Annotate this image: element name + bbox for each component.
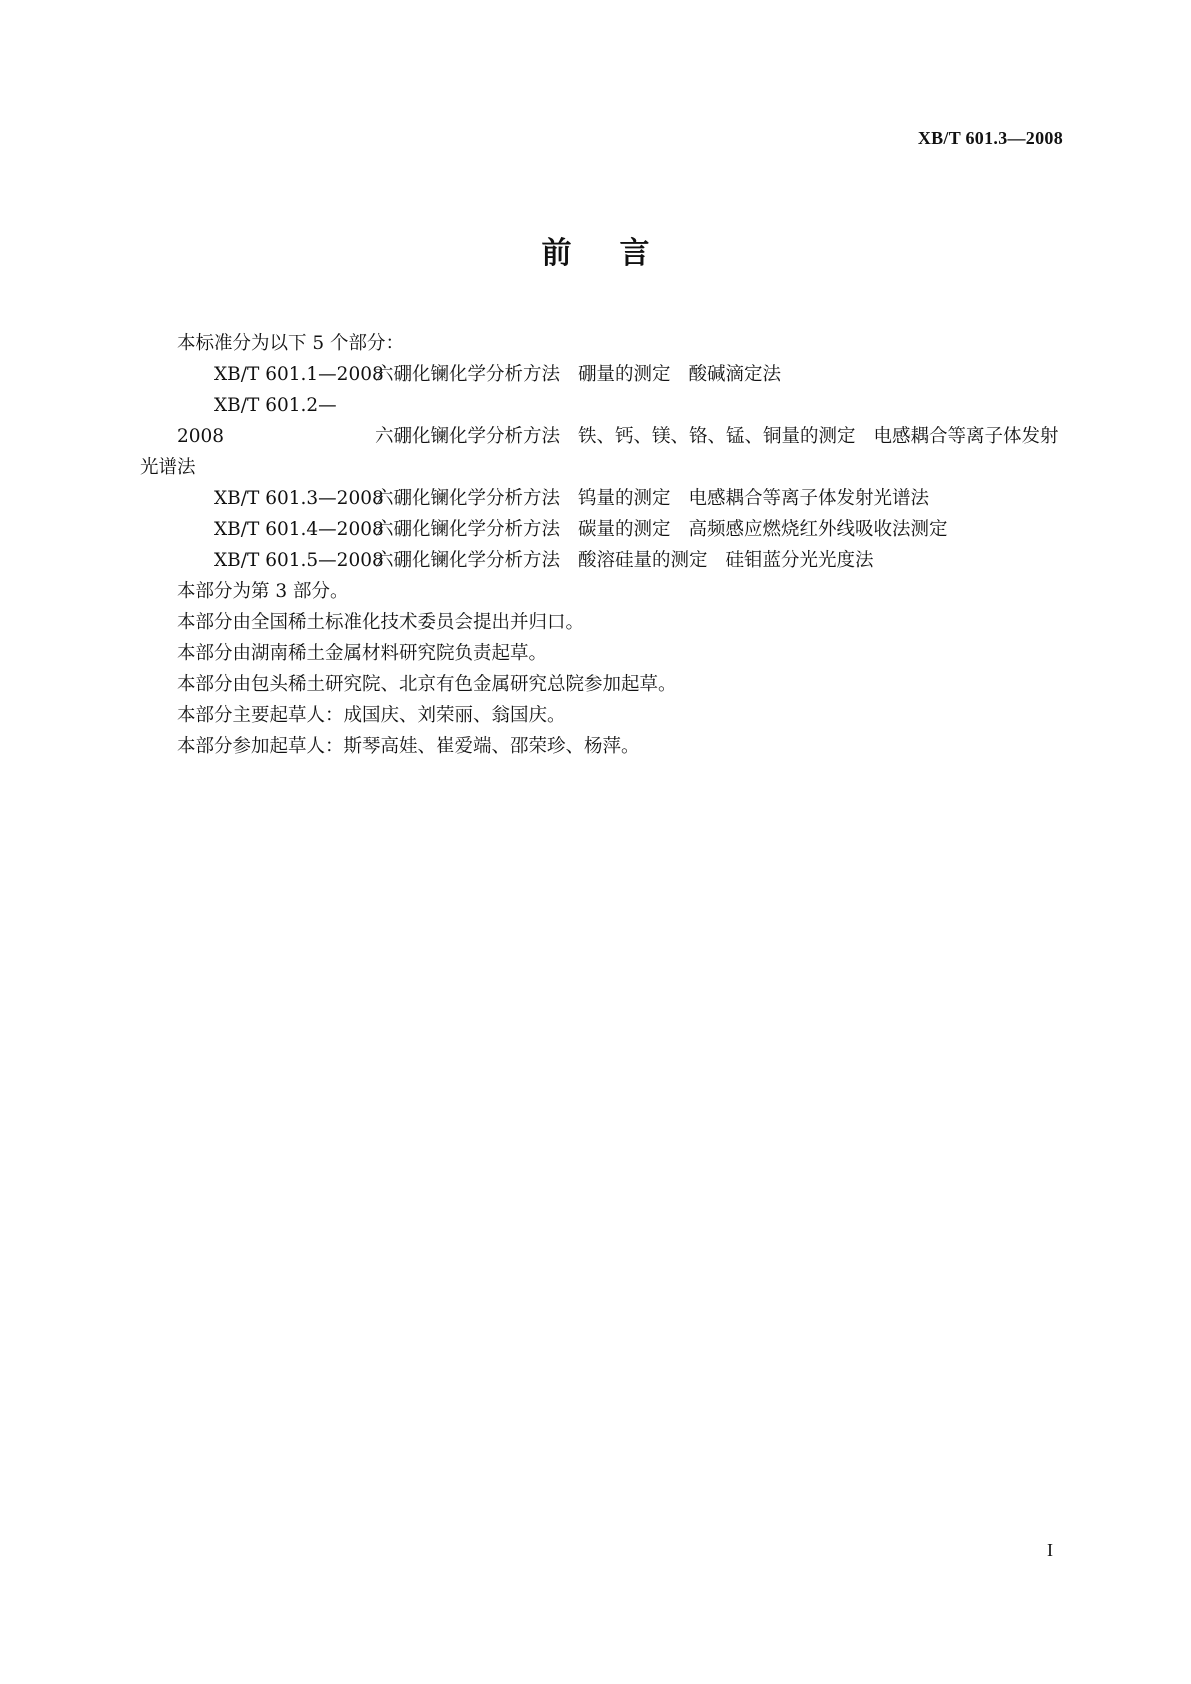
statement-drafter: 本部分由湖南稀土金属材料研究院负责起草。 (177, 643, 548, 664)
part-code: XB/T 601.3—2008 (214, 488, 384, 509)
part-code: XB/T 601.4—2008 (214, 519, 384, 540)
statement-participants: 本部分由包头稀土研究院、北京有色金属研究总院参加起草。 (177, 674, 677, 695)
part-name: 六硼化镧化学分析方法 (375, 519, 561, 540)
part-method: 电感耦合等离子体发射光谱法 (140, 426, 1059, 478)
part-name: 六硼化镧化学分析方法 (375, 364, 561, 385)
foreword-body (140, 328, 1066, 762)
part-method: 硅钼蓝分光光度法 (725, 550, 874, 571)
part-code: XB/T 601.1—2008 (214, 364, 384, 385)
title-char-1: 前 (541, 236, 572, 271)
part-item: 硼量的测定 (578, 364, 671, 385)
part-method: 高频感应燃烧红外线吸收法测定 (688, 519, 948, 540)
part-line-5 (140, 545, 1066, 576)
part-item: 钨量的测定 (578, 488, 671, 509)
part-item: 铁、钙、镁、铬、锰、铜量的测定 (578, 426, 856, 447)
part-method: 电感耦合等离子体发射光谱法 (688, 488, 930, 509)
part-name: 六硼化镧化学分析方法 (375, 488, 561, 509)
statement-proposer: 本部分由全国稀土标准化技术委员会提出并归口。 (177, 612, 585, 633)
statement-part-number: 本部分为第 3 部分。 (177, 581, 349, 602)
part-name: 六硼化镧化学分析方法 (375, 550, 561, 571)
statement-main-drafters: 本部分主要起草人：成国庆、刘荣丽、翁国庆。 (177, 705, 566, 726)
part-line-4 (140, 514, 1066, 545)
part-line-2 (140, 390, 1066, 483)
part-line-1 (140, 359, 1066, 390)
part-line-3 (140, 483, 1066, 514)
part-item: 酸溶硅量的测定 (578, 550, 708, 571)
part-method: 酸碱滴定法 (688, 364, 782, 385)
intro-paragraph: 本标准分为以下 5 个部分： (177, 333, 405, 354)
page-title (0, 228, 1191, 272)
part-code: XB/T 601.2—2008 (177, 395, 337, 447)
part-code: XB/T 601.5—2008 (214, 550, 384, 571)
statement-co-drafters: 本部分参加起草人：斯琴高娃、崔爱端、邵荣珍、杨萍。 (177, 736, 640, 757)
title-char-2: 言 (619, 236, 650, 271)
standard-number: XB/T 601.3—2008 (917, 128, 1063, 148)
page-number: I (1047, 1540, 1053, 1560)
part-name: 六硼化镧化学分析方法 (375, 426, 561, 447)
part-item: 碳量的测定 (578, 519, 671, 540)
